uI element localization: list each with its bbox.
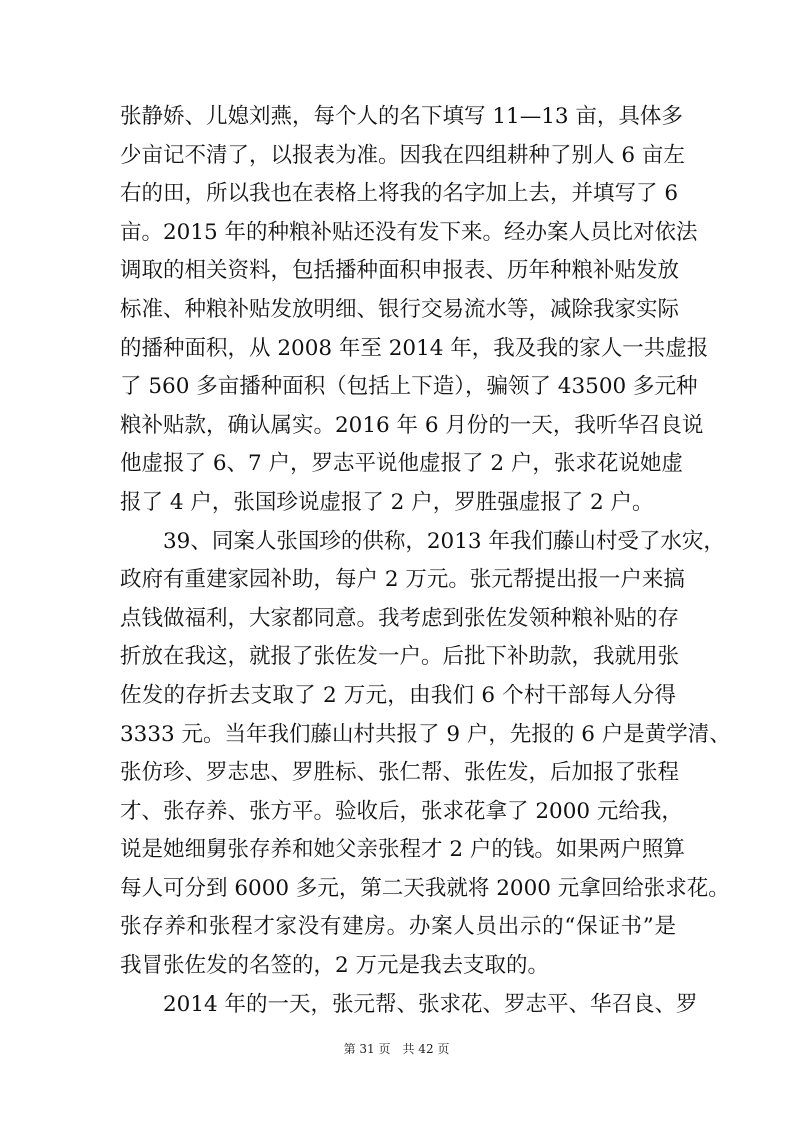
text-line: 了 560 多亩播种面积（包括上下造），骗领了 43500 多元种 [120, 374, 698, 400]
text-line: 折放在我这，就报了张佐发一户。后批下补助款，我就用张 [120, 644, 680, 670]
text-line: 点钱做福利，大家都同意。我考虑到张佐发领种粮补贴的存 [120, 605, 680, 631]
text-line: 他虚报了 6、7 户，罗志平说他虚报了 2 户，张求花说她虚 [120, 451, 683, 477]
page-number: 第 31 页 共 42 页 [343, 1042, 450, 1056]
text-line: 少亩记不清了，以报表为准。因我在四组耕种了别人 6 亩左 [120, 142, 685, 168]
text-line: 我冒张佐发的名签的，2 万元是我去支取的。 [120, 953, 550, 979]
text-line: 张存养和张程才家没有建房。办案人员出示的“保证书”是 [120, 914, 676, 940]
text-line: 调取的相关资料，包括播种面积申报表、历年种粮补贴发放 [120, 258, 680, 284]
text-line: 2014 年的一天，张元帮、张求花、罗志平、华召良、罗 [163, 991, 698, 1017]
text-line: 政府有重建家园补助，每户 2 万元。张元帮提出报一户来搞 [120, 567, 685, 593]
text-line: 每人可分到 6000 多元，第二天我就将 2000 元拿回给张求花。 [120, 875, 730, 901]
text-line: 亩。2015 年的种粮补贴还没有发下来。经办案人员比对依法 [120, 219, 698, 245]
text-line: 的播种面积，从 2008 年至 2014 年，我及我的家人一共虚报 [120, 335, 709, 361]
text-line: 粮补贴款，确认属实。2016 年 6 月份的一天，我听华召良说 [120, 412, 704, 438]
text-line: 张静娇、儿媳刘燕，每个人的名下填写 11—13 亩，具体多 [120, 104, 683, 129]
text-line: 报了 4 户，张国珍说虚报了 2 户，罗胜强虚报了 2 户。 [120, 489, 654, 515]
text-line: 才、张存养、张方平。验收后，张求花拿了 2000 元给我， [120, 798, 683, 824]
text-line: 佐发的存折去支取了 2 万元，由我们 6 个村干部每人分得 [120, 682, 676, 708]
page-footer [0, 1040, 793, 1057]
text-line: 说是她细舅张存养和她父亲张程才 2 户的钱。如果两户照算 [120, 837, 685, 863]
text-line: 3333 元。当年我们藤山村共报了 9 户，先报的 6 户是黄学清、 [120, 721, 731, 747]
text-line: 右的田，所以我也在表格上将我的名字加上去，并填写了 6 [120, 181, 679, 207]
text-line: 张仿珍、罗志忠、罗胜标、张仁帮、张佐发，后加报了张程 [120, 760, 680, 786]
document-body [120, 98, 731, 1024]
text-line: 标准、种粮补贴发放明细、银行交易流水等，减除我家实际 [120, 296, 680, 322]
text-line: 39、同案人张国珍的供称，2013 年我们藤山村受了水灾， [163, 528, 725, 554]
